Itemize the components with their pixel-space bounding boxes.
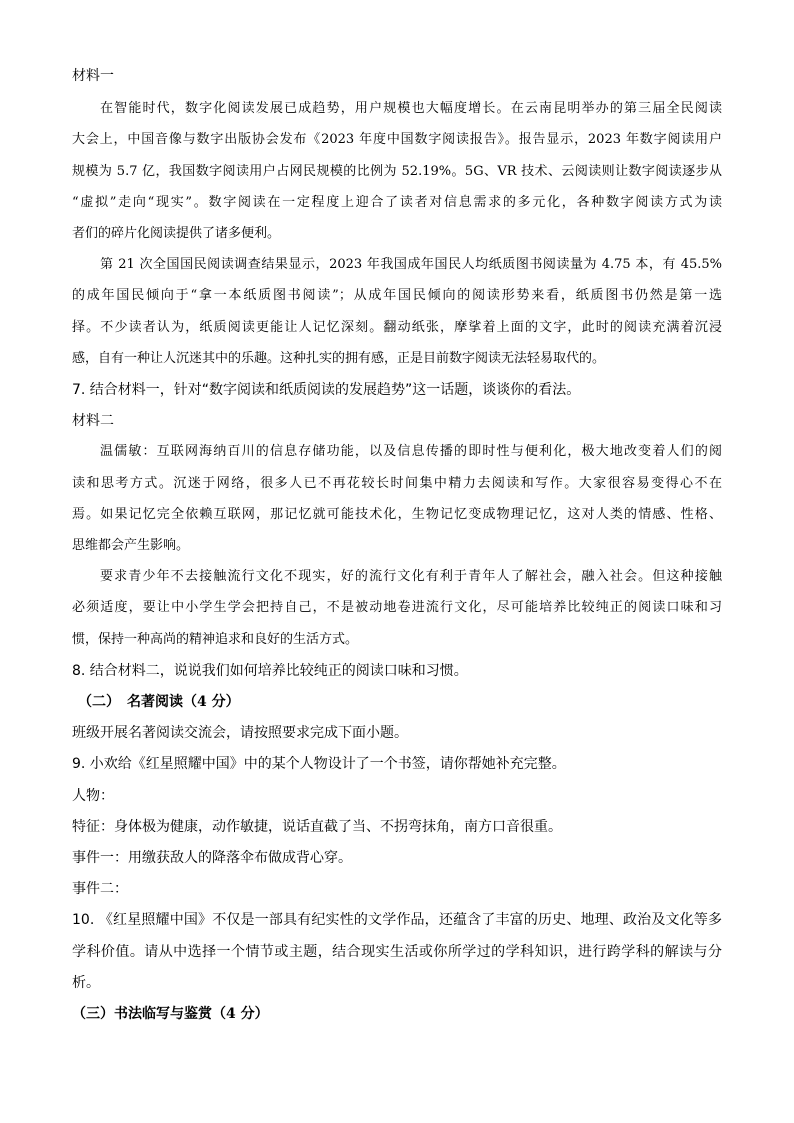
material1-p1-line4: “虚拟”走向“现实”。数字阅读在一定程度上迎合了读者对信息需求的多元化，各种数字阅读方式为读: [72, 195, 722, 210]
question-9: 9. 小欢给《红星照耀中国》中的某个人物设计了一个书签，请你帮她补充完整。: [72, 756, 566, 772]
bookmark-trait: 特征：身体极为健康，动作敏捷，说话直截了当、不拐弯抹角，南方口音很重。: [72, 819, 562, 835]
material1-p1-line1: 在智能时代，数字化阅读发展已成趋势，用户规模也大幅度增长。在云南昆明举办的第三届全民阅读: [100, 101, 722, 116]
material1-p2-line3: 择。不少读者认为，纸质阅读更能让人记忆深刻。翻动纸张，摩挲着上面的文字，此时的阅读充满着沉浸: [72, 320, 722, 335]
material1-p1-line2: 大会上，中国音像与数字出版协会发布《2023 年度中国数字阅读报告》。报告显示，2023 年数字阅读用户: [72, 132, 722, 147]
section2-heading: （二） 名著阅读（4 分）: [78, 694, 240, 710]
question-10-line3: 析。: [72, 975, 100, 991]
material2-p1-line3: 焉。如果记忆完全依赖互联网，那记忆就可能技术化，生物记忆变成物理记忆，这对人类的情感、性格、: [72, 507, 722, 522]
material1-p1-line3: 规模为 5.7 亿，我国数字阅读用户占网民规模的比例为 52.19%。5G、VR 技术、云阅读则让数字阅读逐步从: [72, 164, 722, 179]
bookmark-event1: 事件一：用缴获敌人的降落伞布做成背心穿。: [72, 850, 352, 866]
question-10-line1: 10. 《红星照耀中国》不仅是一部具有纪实性的文学作品，还蕴含了丰富的历史、地理、政治及文化等多: [72, 912, 722, 928]
material1-heading: 材料一: [72, 68, 114, 84]
material2-p2-line1: 要求青少年不去接触流行文化不现实，好的流行文化有利于青年人了解社会，融入社会。但这种接触: [100, 569, 722, 584]
material1-p2-line2: 的成年国民倾向于“拿一本纸质图书阅读”；从成年国民倾向的阅读形势来看，纸质图书仍然是第一选: [72, 288, 722, 303]
material1-p1-line5: 者们的碎片化阅读提供了诸多便利。: [72, 226, 281, 241]
section3-heading: （三）书法临写与鉴赏（4 分）: [72, 1006, 269, 1022]
material1-p2-line4: 感，自有一种让人沉迷其中的乐趣。这种扎实的拥有感，正是目前数字阅读无法轻易取代的。: [72, 351, 606, 366]
bookmark-event2: 事件二：: [72, 881, 128, 897]
material2-p1-line4: 思维都会产生影响。: [72, 538, 190, 553]
material2-p2-line3: 惯，保持一种高尚的精神追求和良好的生活方式。: [72, 632, 359, 647]
material2-p2-line2: 必须适度，要让中小学生学会把持自己，不是被动地卷进流行文化，尽可能培养比较纯正的阅读口味和习: [72, 600, 722, 615]
question-8: 8. 结合材料二，说说我们如何培养比较纯正的阅读口味和习惯。: [72, 663, 468, 679]
material1-p2-line1: 第 21 次全国国民阅读调查结果显示，2023 年我国成年国民人均纸质图书阅读量为 4.75 本，有 45.5%: [100, 257, 722, 272]
question-7: 7. 结合材料一，针对“数字阅读和纸质阅读的发展趋势”这一话题，谈谈你的看法。: [72, 382, 581, 398]
material2-p1-line1: 温儒敏：互联网海纳百川的信息存储功能，以及信息传播的即时性与便利化，极大地改变着人们的阅: [100, 444, 722, 459]
bookmark-person: 人物：: [72, 788, 114, 804]
material2-heading: 材料二: [72, 413, 114, 429]
material2-p1-line2: 读和思考方式。沉迷于网络，很多人已不再花较长时间集中精力去阅读和写作。大家很容易变得心不在: [72, 476, 722, 491]
question-10-line2: 学科价值。请从中选择一个情节或主题，结合现实生活或你所学过的学科知识，进行跨学科的解读与分: [72, 944, 722, 960]
section2-intro: 班级开展名著阅读交流会，请按照要求完成下面小题。: [72, 725, 408, 741]
